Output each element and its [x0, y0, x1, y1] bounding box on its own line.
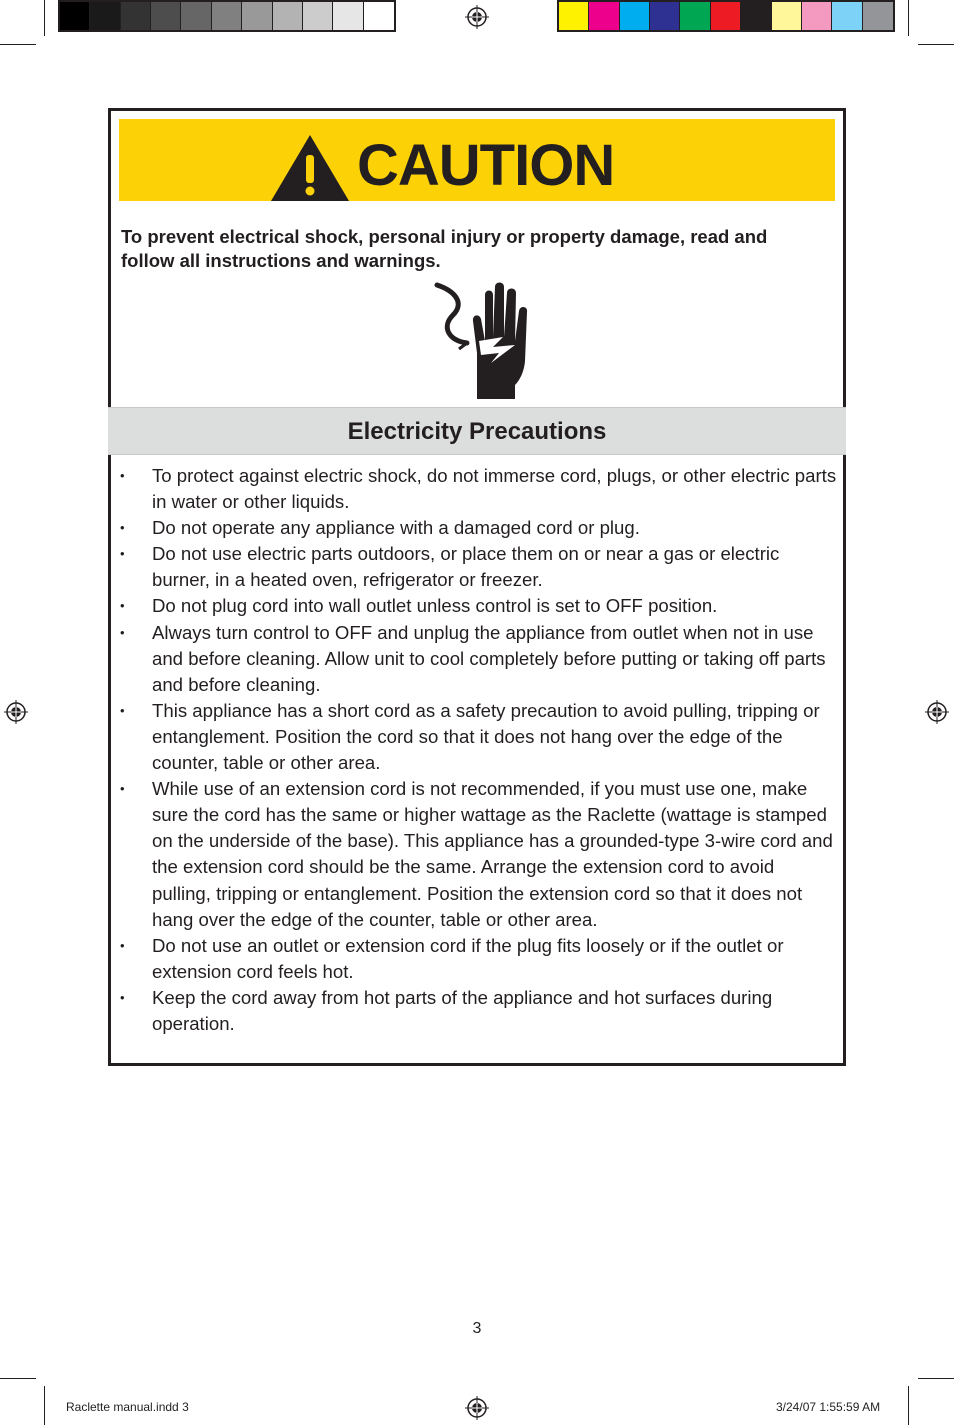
registration-mark-icon	[465, 5, 489, 29]
color-swatch	[711, 2, 741, 30]
list-item	[111, 776, 843, 933]
list-item	[111, 541, 843, 593]
color-swatch	[832, 2, 862, 30]
color-swatch	[680, 2, 710, 30]
bullet-marker: •	[120, 520, 125, 536]
file-slug: Raclette manual.indd 3	[66, 1400, 189, 1414]
list-item-text: This appliance has a short cord as a safety precaution to avoid pulling, tripping or entanglement. Position the cord so that it does not hang over the edge of the counter, table or other area.	[152, 699, 820, 774]
color-swatch	[559, 2, 589, 30]
list-item	[111, 463, 843, 515]
caution-heading: CAUTION	[357, 133, 615, 198]
crop-mark	[908, 0, 909, 36]
color-swatch	[90, 2, 120, 30]
color-swatch	[802, 2, 832, 30]
bullet-marker: •	[120, 989, 125, 1005]
crop-mark	[918, 44, 954, 45]
crop-mark	[44, 1386, 45, 1425]
color-swatch	[212, 2, 242, 30]
section-header-band	[108, 407, 846, 455]
precautions-list	[111, 463, 843, 1037]
list-item	[111, 515, 843, 541]
color-swatch	[589, 2, 619, 30]
caution-panel	[108, 108, 846, 1066]
caution-banner	[119, 119, 835, 201]
color-swatch	[741, 2, 771, 30]
color-swatch	[620, 2, 650, 30]
crop-mark	[0, 44, 36, 45]
color-swatch	[181, 2, 211, 30]
warning-triangle-icon	[269, 133, 351, 203]
registration-mark-icon	[465, 1396, 489, 1420]
color-swatch	[60, 2, 90, 30]
page-number: 3	[472, 1320, 482, 1337]
electric-shock-hand-icon	[429, 281, 539, 399]
process-color-bar	[557, 0, 895, 32]
bullet-marker: •	[120, 546, 125, 562]
crop-mark	[44, 0, 45, 36]
crop-mark	[918, 1378, 954, 1379]
color-swatch	[364, 2, 394, 30]
bullet-marker: •	[120, 781, 125, 797]
bullet-marker: •	[120, 702, 125, 718]
color-swatch	[772, 2, 802, 30]
list-item-text: To protect against electric shock, do not immerse cord, plugs, or other electric parts in water or other liquids.	[152, 465, 837, 513]
color-swatch	[151, 2, 181, 30]
registration-mark-icon	[925, 700, 949, 724]
registration-mark-icon	[4, 700, 28, 724]
grayscale-color-bar	[58, 0, 396, 32]
bullet-marker: •	[120, 624, 125, 640]
intro-warning-text: To prevent electrical shock, personal injury or property damage, read and follow all instructions and warnings.	[121, 226, 768, 271]
section-title: Electricity Precautions	[347, 418, 607, 445]
color-swatch	[650, 2, 680, 30]
list-item-text: Keep the cord away from hot parts of the appliance and hot surfaces during operation.	[152, 986, 773, 1034]
bullet-marker: •	[120, 937, 125, 953]
color-swatch	[242, 2, 272, 30]
list-item-text: Do not use electric parts outdoors, or place them on or near a gas or electric burner, in a heated oven, refrigerator or freezer.	[152, 543, 780, 591]
color-swatch	[863, 2, 893, 30]
list-item	[111, 620, 843, 698]
list-item	[111, 698, 843, 776]
color-swatch	[303, 2, 333, 30]
list-item	[111, 933, 843, 985]
bullet-marker: •	[120, 468, 125, 483]
timestamp: 3/24/07 1:55:59 AM	[776, 1400, 881, 1414]
list-item	[111, 985, 843, 1037]
list-item	[111, 593, 843, 619]
list-item-text: Do not use an outlet or extension cord if the plug fits loosely or if the outlet or extension cord feels hot.	[152, 934, 784, 982]
list-item-text: Always turn control to OFF and unplug the appliance from outlet when not in use and before cleaning. Allow unit to cool completely before putting or taking off parts and before cleaning.	[152, 621, 826, 695]
bullet-marker: •	[120, 598, 125, 614]
color-swatch	[121, 2, 151, 30]
color-swatch	[333, 2, 363, 30]
list-item-text: Do not operate any appliance with a damaged cord or plug.	[152, 517, 640, 539]
crop-mark	[908, 1386, 909, 1425]
list-item-text: Do not plug cord into wall outlet unless control is set to OFF position.	[152, 595, 718, 617]
crop-mark	[0, 1378, 36, 1379]
color-swatch	[273, 2, 303, 30]
list-item-text: While use of an extension cord is not recommended, if you must use one, make sure the cord has the same or higher wattage as the Raclette (wattage is stamped on the underside of the base). This appliance has a grounded-type 3-wire cord and the extension cord should be the same. Arrange the extension cord to avoid pulling, tripping or entanglement. Position the extension cord so that it does not hang over the edge of the counter, table or other area.	[152, 778, 833, 930]
